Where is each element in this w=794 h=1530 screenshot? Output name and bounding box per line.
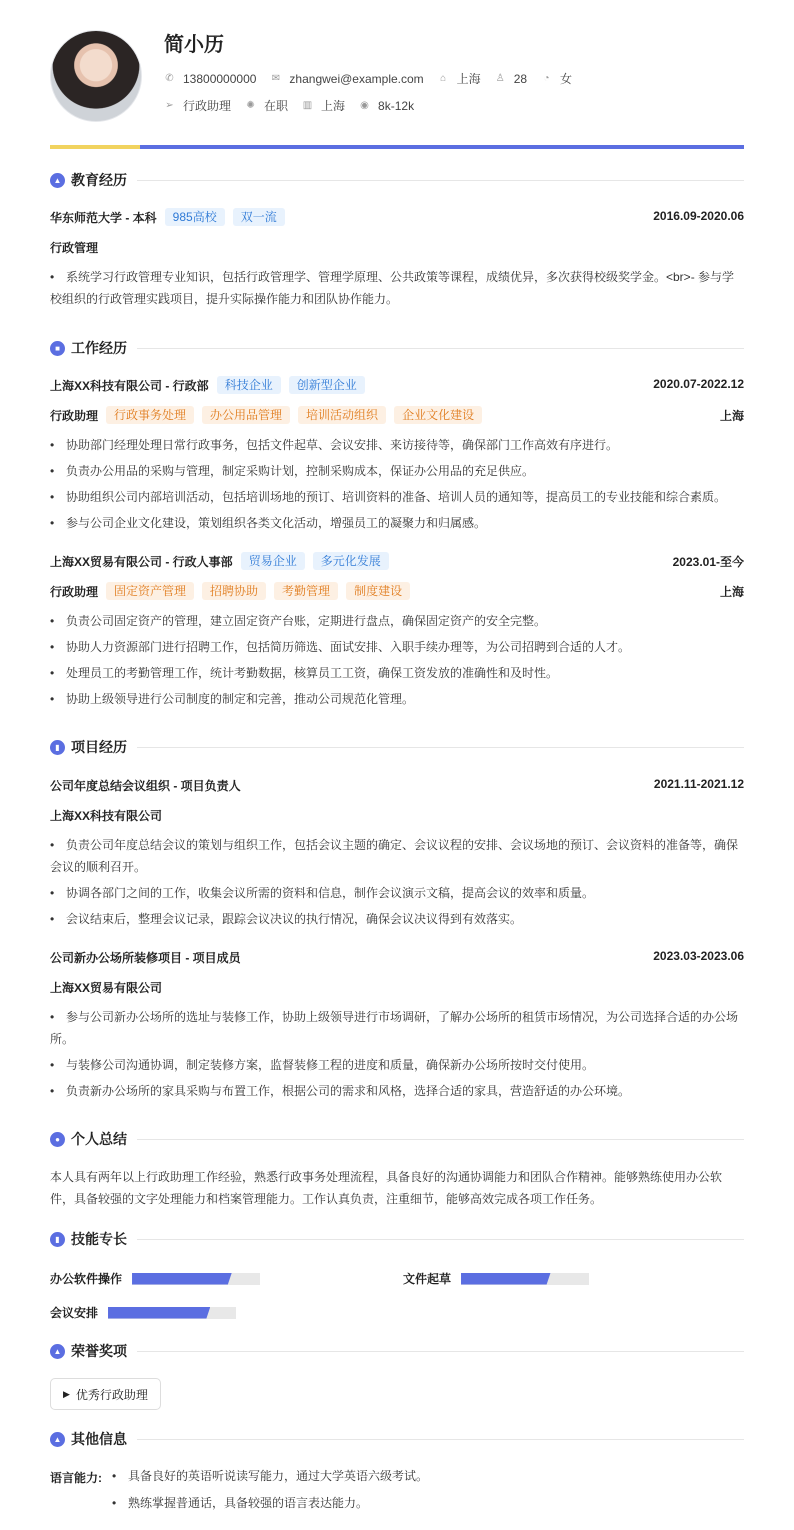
mail-icon: ✉	[271, 73, 281, 84]
contact-row	[164, 70, 586, 87]
section-skills	[50, 1229, 744, 1249]
phone-text: 13800000000	[183, 71, 257, 86]
list-item: • 具备良好的英语听说读写能力，通过大学英语六级考试。	[112, 1469, 429, 1483]
summary-text: 本人具有两年以上行政助理工作经验，熟悉行政事务处理流程，具备良好的沟通协调能力和团队合作精神。能够熟练使用办公软件，具备较强的文字处理能力和档案管理能力。工作认真负责，注重细节，能够高效完成各项工作任务。	[50, 1170, 723, 1206]
list-item: • 参与公司新办公场所的选址与装修工作，协助上级领导进行市场调研，了解办公场所的租赁市场情况，为公司选择合适的办公场所。	[50, 1010, 739, 1046]
salary-text: 8k-12k	[378, 98, 415, 113]
list-item: • 协助上级领导进行公司制度的制定和完善，推动公司规范化管理。	[50, 692, 415, 706]
building-icon: ▥	[302, 100, 313, 111]
project-period: 2023.03-2023.06	[653, 949, 744, 963]
status-text: 在职	[264, 99, 289, 113]
list-item: • 处理员工的考勤管理工作，统计考勤数据，核算员工工资，确保工资发放的准确性和及时性。	[50, 666, 559, 680]
skill-bar	[108, 1307, 236, 1319]
list-item: • 系统学习行政管理专业知识，包括行政管理学、管理学原理、公共政策等课程，成绩优异，多次获得校级奖学金。<br>- 参与学校组织的行政管理实践项目，提升实际操作能力和团队协作能力。	[50, 270, 735, 306]
list-item: • 协助部门经理处理日常行政事务，包括文件起草、会议安排、来访接待等，确保部门工作高效有序进行。	[50, 438, 619, 452]
avatar	[50, 30, 142, 122]
list-item: • 与装修公司沟通协调，制定装修方案，监督装修工程的进度和质量，确保新办公场所按时交付使用。	[50, 1058, 595, 1072]
info-icon: ▲	[50, 1432, 65, 1447]
salary-icon: ◉	[360, 100, 369, 111]
graduation-cap-icon: ▲	[50, 173, 65, 188]
age-text: 28	[513, 71, 528, 86]
skill-item	[50, 1270, 260, 1287]
award-icon: ▲	[50, 1344, 65, 1359]
section-title: 工作经历	[71, 340, 127, 356]
section-title: 技能专长	[71, 1231, 127, 1247]
company-name: 上海XX贸易有限公司 - 行政人事部	[50, 554, 233, 569]
intent-row	[164, 97, 428, 114]
list-item: • 协助组织公司内部培训活动，包括培训场地的预订、培训资料的准备、培训人员的通知等，提高员工的专业技能和综合素质。	[50, 490, 727, 504]
tag: 制度建设	[346, 582, 410, 600]
job-period: 2020.07-2022.12	[653, 377, 744, 391]
send-icon: ➢	[165, 100, 174, 111]
tag: 招聘协助	[202, 582, 266, 600]
section-honors	[50, 1341, 744, 1361]
header-divider	[50, 145, 744, 149]
status-icon: ✺	[246, 100, 255, 111]
email-text: zhangwei@example.com	[289, 71, 424, 86]
job-period: 2023.01-至今	[672, 555, 744, 569]
project-name: 公司新办公场所装修项目 - 项目成员	[50, 951, 241, 965]
section-summary	[50, 1129, 744, 1149]
tag: 固定资产管理	[106, 582, 194, 600]
edu-school-row	[50, 208, 285, 226]
school-name: 华东师范大学 - 本科	[50, 210, 157, 225]
tag: 双一流	[233, 208, 285, 226]
skill-bar-fill	[132, 1273, 232, 1285]
list-item: • 协调各部门之间的工作，收集会议所需的资料和信息，制作会议演示文稿，提高会议的效率和质量。	[50, 886, 595, 900]
section-title: 荣誉奖项	[71, 1343, 127, 1359]
project-org: 上海XX科技有限公司	[50, 809, 163, 823]
tag: 科技企业	[217, 376, 281, 394]
skill-bar-fill	[461, 1273, 551, 1285]
tag: 985高校	[165, 208, 225, 226]
tag: 创新型企业	[289, 376, 365, 394]
user-icon: ●	[50, 1132, 65, 1147]
language-label: 语言能力:	[50, 1471, 102, 1485]
list-item: • 会议结束后，整理会议记录，跟踪会议决议的执行情况，确保会议决议得到有效落实。	[50, 912, 523, 926]
skill-item	[403, 1270, 589, 1287]
skill-bar	[132, 1273, 260, 1285]
section-other	[50, 1429, 744, 1449]
honor-item	[50, 1378, 161, 1410]
section-title: 项目经历	[71, 739, 127, 755]
job-role-row	[50, 582, 410, 600]
section-title: 个人总结	[71, 1131, 127, 1147]
job-role-row	[50, 406, 482, 424]
triangle-icon: ▶	[63, 1388, 70, 1399]
list-item: • 熟练掌握普通话，具备较强的语言表达能力。	[112, 1496, 369, 1510]
city-text: 上海	[456, 72, 481, 86]
job-company-row	[50, 552, 389, 570]
tag: 考勤管理	[274, 582, 338, 600]
tag: 企业文化建设	[394, 406, 482, 424]
skill-bar	[461, 1273, 589, 1285]
tag: 贸易企业	[241, 552, 305, 570]
phone-icon: ✆	[165, 73, 174, 84]
skill-bar-fill	[108, 1307, 210, 1319]
tag: 培训活动组织	[298, 406, 386, 424]
list-item: • 负责公司固定资产的管理，建立固定资产台账，定期进行盘点，确保固定资产的安全完整。	[50, 614, 547, 628]
skill-name: 文件起草	[403, 1272, 452, 1286]
skill-item	[50, 1304, 236, 1321]
candidate-name: 简小历	[164, 34, 224, 56]
target-city-text: 上海	[321, 99, 346, 113]
company-name: 上海XX科技有限公司 - 行政部	[50, 378, 209, 393]
list-item: • 负责公司年度总结会议的策划与组织工作，包括会议主题的确定、会议议程的安排、会议场地的预订、会议资料的准备等，确保会议的顺利召开。	[50, 838, 739, 874]
job-role: 行政助理	[50, 408, 99, 423]
edu-period: 2016.09-2020.06	[653, 209, 744, 223]
section-projects	[50, 737, 744, 757]
project-org: 上海XX贸易有限公司	[50, 981, 163, 995]
job-target-text: 行政助理	[183, 99, 232, 113]
tag: 行政事务处理	[106, 406, 194, 424]
skill-name: 会议安排	[50, 1306, 99, 1320]
section-title: 教育经历	[71, 172, 127, 188]
list-item: • 负责新办公场所的家具采购与布置工作，根据公司的需求和风格，选择合适的家具，营造舒适的办公环境。	[50, 1084, 631, 1098]
gender-icon: ◔	[543, 73, 550, 84]
tag: 多元化发展	[313, 552, 389, 570]
list-item: • 协助人力资源部门进行招聘工作，包括简历筛选、面试安排、入职手续办理等，为公司招聘到合适的人才。	[50, 640, 631, 654]
section-title: 其他信息	[71, 1431, 127, 1447]
bar-chart-icon: ▮	[50, 1232, 65, 1247]
section-work	[50, 338, 744, 358]
project-name: 公司年度总结会议组织 - 项目负责人	[50, 779, 241, 793]
list-item: • 负责办公用品的采购与管理，制定采购计划，控制采购成本，保证办公用品的充足供应。	[50, 464, 535, 478]
chart-icon: ▮	[50, 740, 65, 755]
briefcase-icon: ■	[50, 341, 65, 356]
gender-text: 女	[560, 72, 573, 86]
skill-name: 办公软件操作	[50, 1272, 123, 1286]
job-role: 行政助理	[50, 584, 99, 599]
honor-label: 优秀行政助理	[75, 1387, 148, 1402]
location-icon: ⌂	[440, 73, 447, 84]
job-company-row	[50, 376, 365, 394]
job-city: 上海	[719, 409, 744, 423]
list-item: • 参与公司企业文化建设，策划组织各类文化活动，增强员工的凝聚力和归属感。	[50, 516, 487, 530]
age-icon: ♙	[495, 73, 505, 84]
tag: 办公用品管理	[202, 406, 290, 424]
job-city: 上海	[719, 585, 744, 599]
edu-major: 行政管理	[50, 241, 99, 255]
project-period: 2021.11-2021.12	[653, 777, 744, 791]
section-education	[50, 170, 744, 190]
